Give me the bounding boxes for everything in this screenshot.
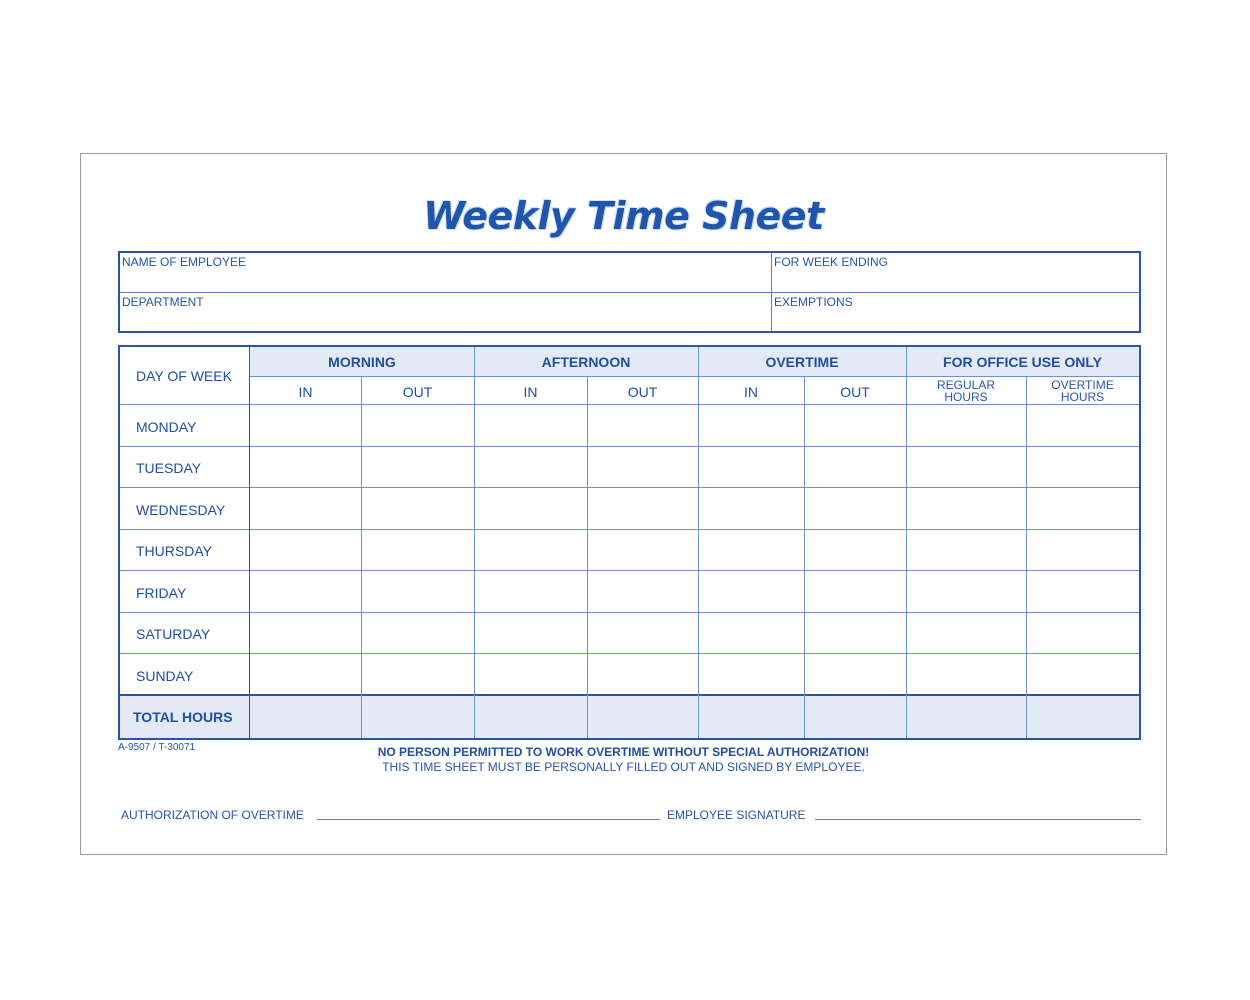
day-label-saturday: SATURDAY <box>136 626 211 642</box>
divider <box>120 404 1139 405</box>
day-label-thursday: THURSDAY <box>136 543 212 559</box>
form-code: A-9507 / T-30071 <box>118 742 196 753</box>
afternoon-out-header: OUT <box>627 384 658 400</box>
overtime-in-header: IN <box>744 384 758 400</box>
day-label-wednesday: WEDNESDAY <box>136 502 226 518</box>
divider <box>120 612 1139 613</box>
overtime-hours-line2: HOURS <box>1060 390 1105 404</box>
time-sheet-form <box>80 153 1167 855</box>
divider <box>120 292 1139 293</box>
total-divider <box>120 694 1139 696</box>
divider <box>698 347 699 738</box>
divider <box>1026 376 1027 738</box>
overtime-header: OVERTIME <box>765 354 839 370</box>
employee-signature-line[interactable] <box>815 819 1141 820</box>
divider <box>474 347 475 738</box>
exemptions-field[interactable]: EXEMPTIONS <box>774 295 853 309</box>
form-title: Weekly Time Sheet <box>423 194 824 238</box>
divider <box>120 487 1139 488</box>
divider <box>249 347 250 738</box>
divider <box>120 653 1139 654</box>
overtime-hours-line1: OVERTIME <box>1051 378 1114 392</box>
divider <box>120 570 1139 571</box>
overtime-hours-header <box>1026 379 1139 403</box>
office-use-header: FOR OFFICE USE ONLY <box>943 354 1102 370</box>
signature-notice: THIS TIME SHEET MUST BE PERSONALLY FILLED OUT AND SIGNED BY EMPLOYEE. <box>382 760 865 774</box>
regular-hours-line1: REGULAR <box>936 378 995 392</box>
morning-out-header: OUT <box>402 384 433 400</box>
total-hours-label: TOTAL HOURS <box>133 709 233 725</box>
divider <box>361 376 362 738</box>
authorization-label: AUTHORIZATION OF OVERTIME <box>121 808 304 822</box>
afternoon-header: AFTERNOON <box>541 354 631 370</box>
regular-hours-line2: HOURS <box>944 390 988 404</box>
divider <box>771 253 772 331</box>
day-label-sunday: SUNDAY <box>136 668 194 684</box>
week-ending-field[interactable]: FOR WEEK ENDING <box>774 255 889 269</box>
morning-in-header: IN <box>298 384 313 400</box>
morning-header: MORNING <box>328 354 396 370</box>
divider <box>906 347 907 738</box>
divider <box>120 446 1139 447</box>
divider <box>120 529 1139 530</box>
employee-name-field[interactable]: NAME OF EMPLOYEE <box>122 255 247 269</box>
authorization-signature-line[interactable] <box>317 819 660 820</box>
regular-hours-header <box>906 379 1026 403</box>
day-label-tuesday: TUESDAY <box>136 460 202 476</box>
day-label-friday: FRIDAY <box>136 585 187 601</box>
employee-signature-label: EMPLOYEE SIGNATURE <box>667 808 806 822</box>
day-of-week-header: DAY OF WEEK <box>136 368 232 384</box>
employee-info-box <box>118 251 1141 333</box>
divider <box>587 376 588 738</box>
divider <box>250 376 1139 377</box>
overtime-notice: NO PERSON PERMITTED TO WORK OVERTIME WITHOUT SPECIAL AUTHORIZATION! <box>377 745 870 759</box>
divider <box>804 376 805 738</box>
department-field[interactable]: DEPARTMENT <box>122 295 204 309</box>
day-label-monday: MONDAY <box>136 419 197 435</box>
total-row <box>120 695 1139 738</box>
afternoon-in-header: IN <box>523 384 538 400</box>
overtime-out-header: OUT <box>840 384 870 400</box>
time-table <box>118 345 1141 740</box>
